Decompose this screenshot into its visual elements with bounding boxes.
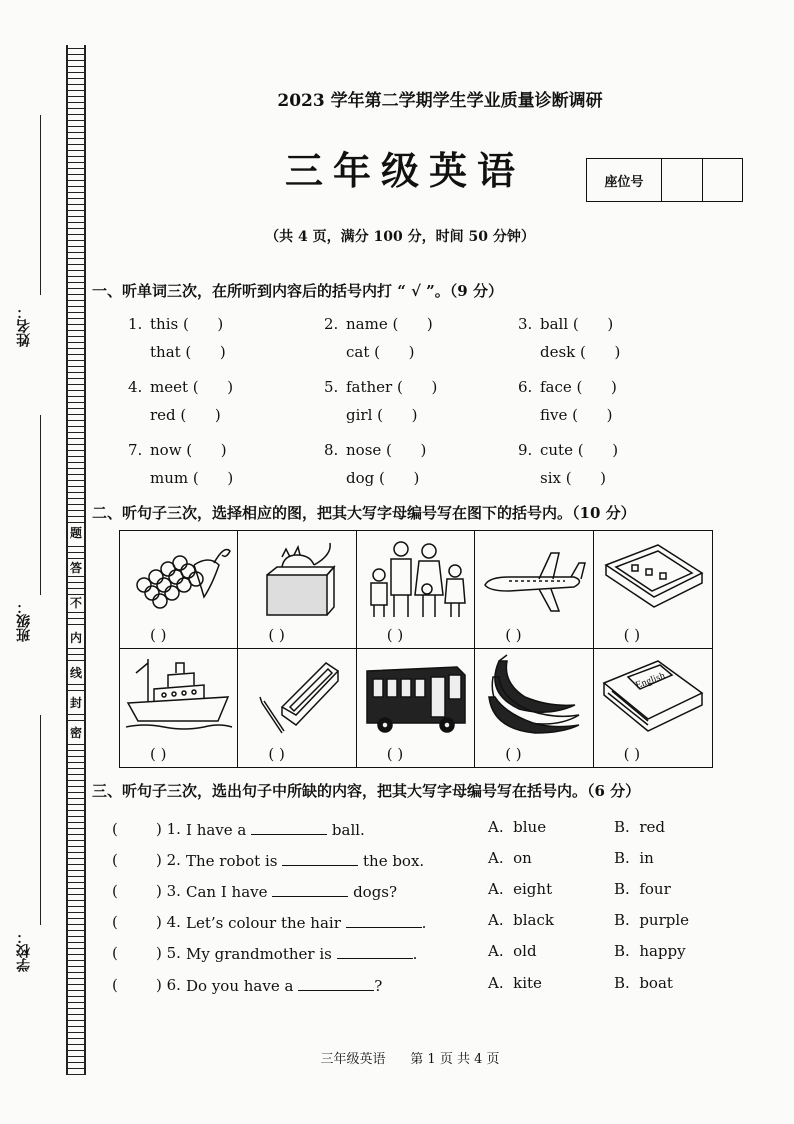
picture-cell (357, 531, 475, 649)
item-number: 1. (128, 315, 143, 333)
fill-blank[interactable] (298, 976, 374, 991)
word-option[interactable]: now ( ) (150, 441, 227, 459)
bananas-icon (479, 653, 589, 737)
item-number: 2. (324, 315, 339, 333)
seal-word: 密 (69, 726, 82, 740)
seal-word: 封 (69, 696, 82, 710)
book-title: English (633, 670, 667, 692)
picture-cell (238, 649, 356, 767)
english-book-icon (598, 653, 708, 737)
answer-paren[interactable]: ( ) (268, 745, 285, 763)
question-text: Can I have dogs? (186, 883, 398, 901)
name-label: 姓名： (16, 305, 32, 347)
cat-on-box-icon (242, 535, 352, 619)
picture-cell (120, 649, 238, 767)
option-b[interactable]: B. in (614, 849, 654, 867)
school-label: 学校： (16, 930, 32, 972)
picture-cell (475, 649, 593, 767)
answer-paren[interactable]: ( ) 4. (112, 913, 181, 931)
answer-paren[interactable]: ( ) 6. (112, 976, 181, 994)
seat-cell[interactable] (703, 159, 743, 201)
item-number: 8. (324, 441, 339, 459)
word-option[interactable]: cat ( ) (346, 343, 415, 361)
answer-paren[interactable]: ( ) (623, 745, 641, 763)
word-option[interactable]: face ( ) (540, 378, 617, 396)
section1-heading: 一、听单词三次，在所听到内容后的括号内打 “ √ ”。（9 分） (92, 282, 503, 300)
fill-blank[interactable] (272, 882, 348, 897)
answer-paren[interactable]: ( ) (150, 626, 167, 644)
word-option[interactable]: mum ( ) (150, 469, 234, 487)
option-a[interactable]: A. eight (488, 880, 553, 898)
word-option[interactable]: ball ( ) (540, 315, 614, 333)
pencil-box-icon (242, 653, 352, 737)
airplane-icon (479, 535, 589, 619)
section3-heading: 三、听句子三次，选出句子中所缺的内容，把其大写字母编号写在括号内。（6 分） (92, 782, 641, 800)
word-option[interactable]: father ( ) (346, 378, 438, 396)
word-option[interactable]: dog ( ) (346, 469, 420, 487)
option-b[interactable]: B. purple (614, 911, 690, 929)
option-b[interactable]: B. red (614, 818, 665, 836)
item-number: 3. (518, 315, 533, 333)
word-option[interactable]: name ( ) (346, 315, 433, 333)
answer-paren[interactable]: ( ) (150, 745, 167, 763)
word-option[interactable]: that ( ) (150, 343, 226, 361)
seal-word: 内 (69, 631, 82, 645)
pencil-case-icon (598, 535, 708, 619)
item-number: 6. (518, 378, 533, 396)
seat-cell[interactable] (662, 159, 703, 201)
seat-number-box (586, 158, 743, 202)
class-label: 班级： (16, 600, 32, 642)
fill-blank[interactable] (346, 913, 422, 928)
answer-paren[interactable]: ( ) (623, 626, 641, 644)
class-line (40, 415, 41, 595)
school-line (40, 715, 41, 925)
question-text: Let’s colour the hair . (186, 914, 427, 932)
picture-cell (357, 649, 475, 767)
question-text: Do you have a ? (186, 977, 383, 995)
fill-blank[interactable] (337, 944, 413, 959)
answer-paren[interactable]: ( ) (505, 745, 522, 763)
answer-paren[interactable]: ( ) (268, 626, 285, 644)
option-a[interactable]: A. blue (488, 818, 547, 836)
page-footer: 三年级英语 第 1 页 共 4 页 (320, 1052, 500, 1067)
exam-title: 三年级英语 (284, 148, 525, 193)
question-text: I have a ball. (186, 821, 365, 839)
item-number: 4. (128, 378, 143, 396)
word-option[interactable]: five ( ) (540, 406, 613, 424)
word-option[interactable]: cute ( ) (540, 441, 619, 459)
section2-heading: 二、听句子三次，选择相应的图，把其大写字母编号写在图下的括号内。（10 分） (92, 504, 636, 522)
grapes-icon (124, 535, 234, 619)
word-option[interactable]: this ( ) (150, 315, 224, 333)
ship-icon (124, 653, 234, 737)
word-option[interactable]: desk ( ) (540, 343, 621, 361)
question-text: My grandmother is . (186, 945, 418, 963)
seal-word: 不 (69, 596, 82, 610)
seat-label: 座位号 (587, 159, 662, 201)
picture-cell (238, 531, 356, 649)
name-line (40, 115, 41, 295)
answer-paren[interactable]: ( ) (386, 745, 404, 763)
family-icon (361, 535, 471, 619)
option-b[interactable]: B. four (614, 880, 671, 898)
item-number: 5. (324, 378, 339, 396)
word-option[interactable]: girl ( ) (346, 406, 418, 424)
fill-blank[interactable] (251, 820, 327, 835)
answer-paren[interactable]: ( ) 5. (112, 944, 181, 962)
word-option[interactable]: nose ( ) (346, 441, 427, 459)
option-a[interactable]: A. on (488, 849, 532, 867)
word-option[interactable]: red ( ) (150, 406, 221, 424)
picture-grid (119, 530, 713, 768)
option-a[interactable]: A. kite (488, 974, 542, 992)
seal-word: 线 (69, 666, 82, 680)
exam-subtitle: 2023 学年第二学期学生学业质量诊断调研 (277, 91, 603, 111)
exam-info: （共 4 页，满分 100 分，时间 50 分钟） (265, 229, 535, 245)
answer-paren[interactable]: ( ) 3. (112, 882, 181, 900)
answer-paren[interactable]: ( ) 1. (112, 820, 181, 838)
answer-paren[interactable]: ( ) (386, 626, 404, 644)
word-option[interactable]: meet ( ) (150, 378, 234, 396)
bus-icon (361, 653, 471, 737)
seal-word: 答 (69, 561, 82, 575)
fill-blank[interactable] (282, 851, 358, 866)
word-option[interactable]: six ( ) (540, 469, 607, 487)
seal-word: 题 (69, 526, 82, 540)
option-b[interactable]: B. happy (614, 942, 686, 960)
option-a[interactable]: A. black (488, 911, 554, 929)
item-number: 7. (128, 441, 143, 459)
picture-cell (120, 531, 238, 649)
question-text: The robot is the box. (186, 852, 425, 870)
picture-cell (594, 531, 712, 649)
answer-paren[interactable]: ( ) (505, 626, 522, 644)
picture-cell (594, 649, 712, 767)
picture-cell (475, 531, 593, 649)
item-number: 9. (518, 441, 533, 459)
answer-paren[interactable]: ( ) 2. (112, 851, 181, 869)
option-b[interactable]: B. boat (614, 974, 673, 992)
option-a[interactable]: A. old (488, 942, 537, 960)
